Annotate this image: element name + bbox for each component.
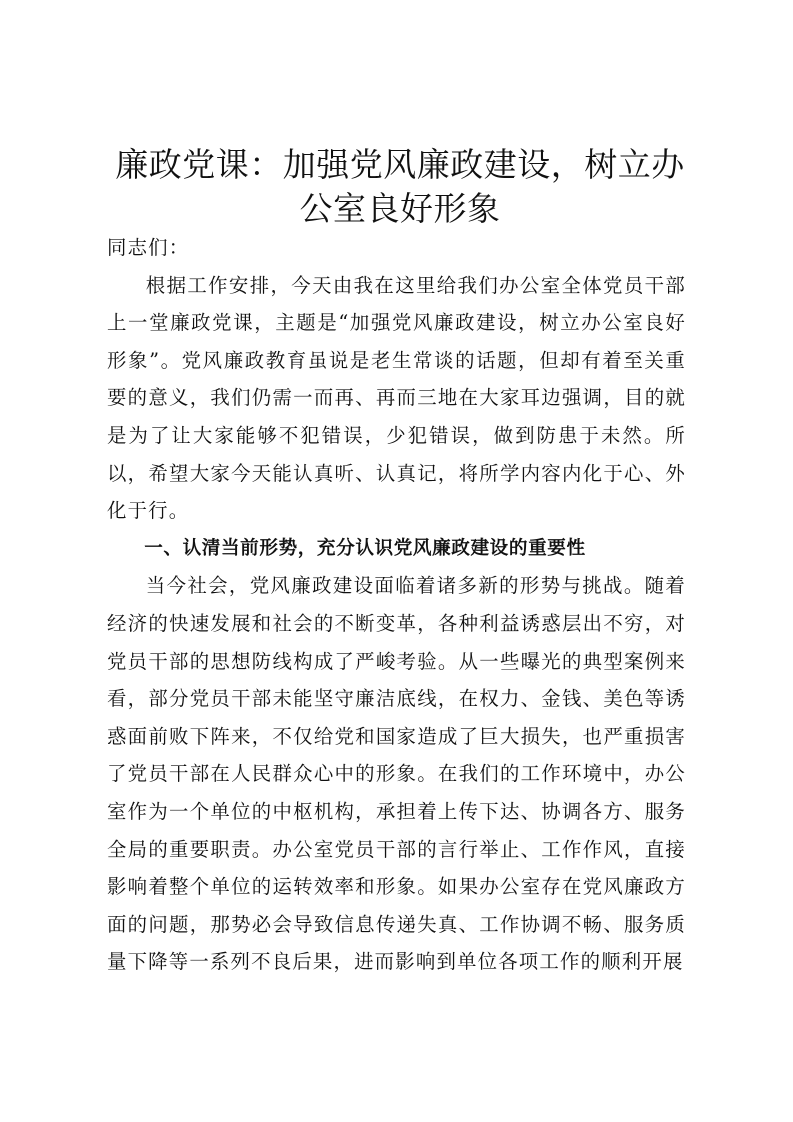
document-title: 廉政党课：加强党风廉政建设，树立办公室良好形象 bbox=[115, 145, 685, 228]
section-heading-1: 一、认清当前形势，充分认识党风廉政建设的重要性 bbox=[144, 537, 586, 559]
salutation: 同志们： bbox=[107, 236, 190, 259]
section-paragraph-1: 当今社会，党风廉政建设面临着诸多新的形势与挑战。随着经济的快速发展和社会的不断变革，各种利益诱惑层出不穷，对党员干部的思想防线构成了严峻考验。从一些曝光的典型案例来看，部分党员干部未能坚守廉洁底线，在权力、金钱、美色等诱惑面前败下阵来，不仅给党和国家造成了巨大损失，也严重损害了党员干部在人民群众心中的形象。在我们的工作环境中，办公室作为一个单位的中枢机构，承担着上传下达、协调各方、服务全局的重要职责。办公室党员干部的言行举止、工作作风，直接影响着整个单位的运转效率和形象。如果办公室存在党风廉政方面的问题，那势必会导致信息传递失真、工作协调不畅、服务质量下降等一系列不良后果，进而影响到单位各项工作的顺利开展 bbox=[107, 574, 686, 974]
intro-paragraph: 根据工作安排，今天由我在这里给我们办公室全体党员干部上一堂廉政党课，主题是“加强党风廉政建设，树立办公室良好形象”。党风廉政教育虽说是老生常谈的话题，但却有着至关重要的意义，我们仍需一而再、再而三地在大家耳边强调，目的就是为了让大家能够不犯错误，少犯错误，做到防患于未然。所以，希望大家今天能认真听、认真记，将所学内容内化于心、外化于行。 bbox=[107, 273, 686, 523]
document-body bbox=[107, 229, 686, 981]
